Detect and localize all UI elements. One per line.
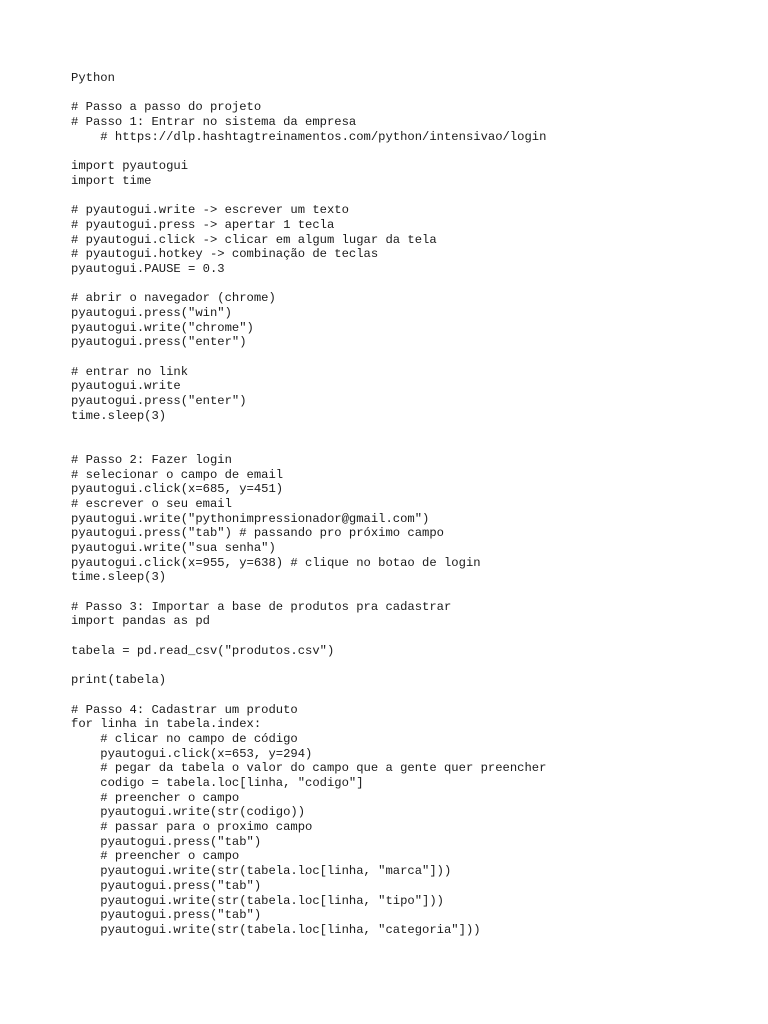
code-line: codigo = tabela.loc[linha, "codigo"]	[71, 776, 364, 790]
code-line: pyautogui.write("chrome")	[71, 320, 254, 335]
code-line: Python	[71, 71, 115, 85]
code-line: pyautogui.press("tab")	[71, 908, 262, 923]
code-line: # preencher o campo	[71, 849, 240, 864]
code-line: # passar para o proximo campo	[71, 820, 313, 835]
code-line: pyautogui.press("enter")	[71, 394, 247, 409]
code-line: pyautogui.press("tab")	[71, 878, 262, 893]
code-line: import time	[71, 173, 152, 188]
code-line	[71, 585, 546, 600]
code-line: print(tabela)	[71, 673, 167, 688]
code-line: pyautogui.click(x=685, y=451)	[71, 482, 284, 497]
code-line	[71, 629, 546, 644]
code-line: pyautogui.write(str(tabela.loc[linha, "marca"]))	[71, 864, 452, 879]
code-line: # https://dlp.hashtagtreinamentos.com/python/intensivao/login	[71, 129, 547, 144]
code-line: # clicar no campo de código	[71, 731, 298, 746]
code-line	[71, 438, 546, 453]
code-line: pyautogui.write("pythonimpressionador@gmail.com")	[71, 511, 430, 526]
code-line: # pyautogui.hotkey -> combinação de teclas	[71, 247, 379, 262]
code-line	[71, 144, 546, 159]
code-line: pyautogui.press("win")	[71, 306, 232, 320]
code-line: # abrir o navegador (chrome)	[71, 291, 276, 306]
code-line	[71, 350, 546, 365]
code-line: # preencher o campo	[71, 790, 240, 805]
code-line: # Passo a passo do projeto	[71, 100, 262, 115]
code-line: pyautogui.write("sua senha")	[71, 541, 276, 555]
code-line: pyautogui.write(str(tabela.loc[linha, "tipo"]))	[71, 893, 444, 908]
code-line: # Passo 2: Fazer login	[71, 452, 232, 467]
code-line: # Passo 4: Cadastrar um produto	[71, 702, 298, 717]
code-line	[71, 189, 546, 204]
code-line: # selecionar o campo de email	[71, 467, 284, 482]
code-line: for linha in tabela.index:	[71, 717, 262, 732]
code-line	[71, 659, 546, 674]
code-line: pyautogui.write(str(tabela.loc[linha, "categoria"]))	[71, 922, 481, 937]
code-line	[71, 688, 546, 703]
code-line: pyautogui.press("tab") # passando pro próximo campo	[71, 526, 444, 541]
code-line: # Passo 3: Importar a base de produtos pra cadastrar	[71, 599, 452, 614]
code-line: tabela = pd.read_csv("produtos.csv")	[71, 643, 335, 658]
code-line: # pyautogui.click -> clicar em algum lugar da tela	[71, 232, 437, 247]
code-line	[71, 277, 546, 292]
code-line: time.sleep(3)	[71, 408, 167, 423]
code-line: pyautogui.click(x=653, y=294)	[71, 746, 313, 761]
code-block	[71, 71, 546, 938]
code-line: pyautogui.write(str(codigo))	[71, 805, 306, 820]
code-line	[71, 424, 546, 439]
code-line: pyautogui.click(x=955, y=638) # clique no botao de login	[71, 555, 481, 570]
code-line: import pyautogui	[71, 159, 189, 174]
code-line: # pyautogui.write -> escrever um texto	[71, 203, 349, 218]
code-line: # entrar no link	[71, 364, 189, 379]
code-line: import pandas as pd	[71, 614, 210, 629]
code-line: pyautogui.PAUSE = 0.3	[71, 261, 225, 276]
code-line: time.sleep(3)	[71, 570, 167, 585]
code-line: pyautogui.press("enter")	[71, 335, 247, 350]
code-line: # escrever o seu email	[71, 496, 232, 511]
code-line: pyautogui.write	[71, 379, 181, 394]
code-line: pyautogui.press("tab")	[71, 834, 262, 849]
code-line: # Passo 1: Entrar no sistema da empresa	[71, 115, 357, 130]
code-line	[71, 86, 546, 101]
code-line: # pegar da tabela o valor do campo que a gente quer preencher	[71, 761, 547, 776]
code-line: # pyautogui.press -> apertar 1 tecla	[71, 217, 335, 232]
